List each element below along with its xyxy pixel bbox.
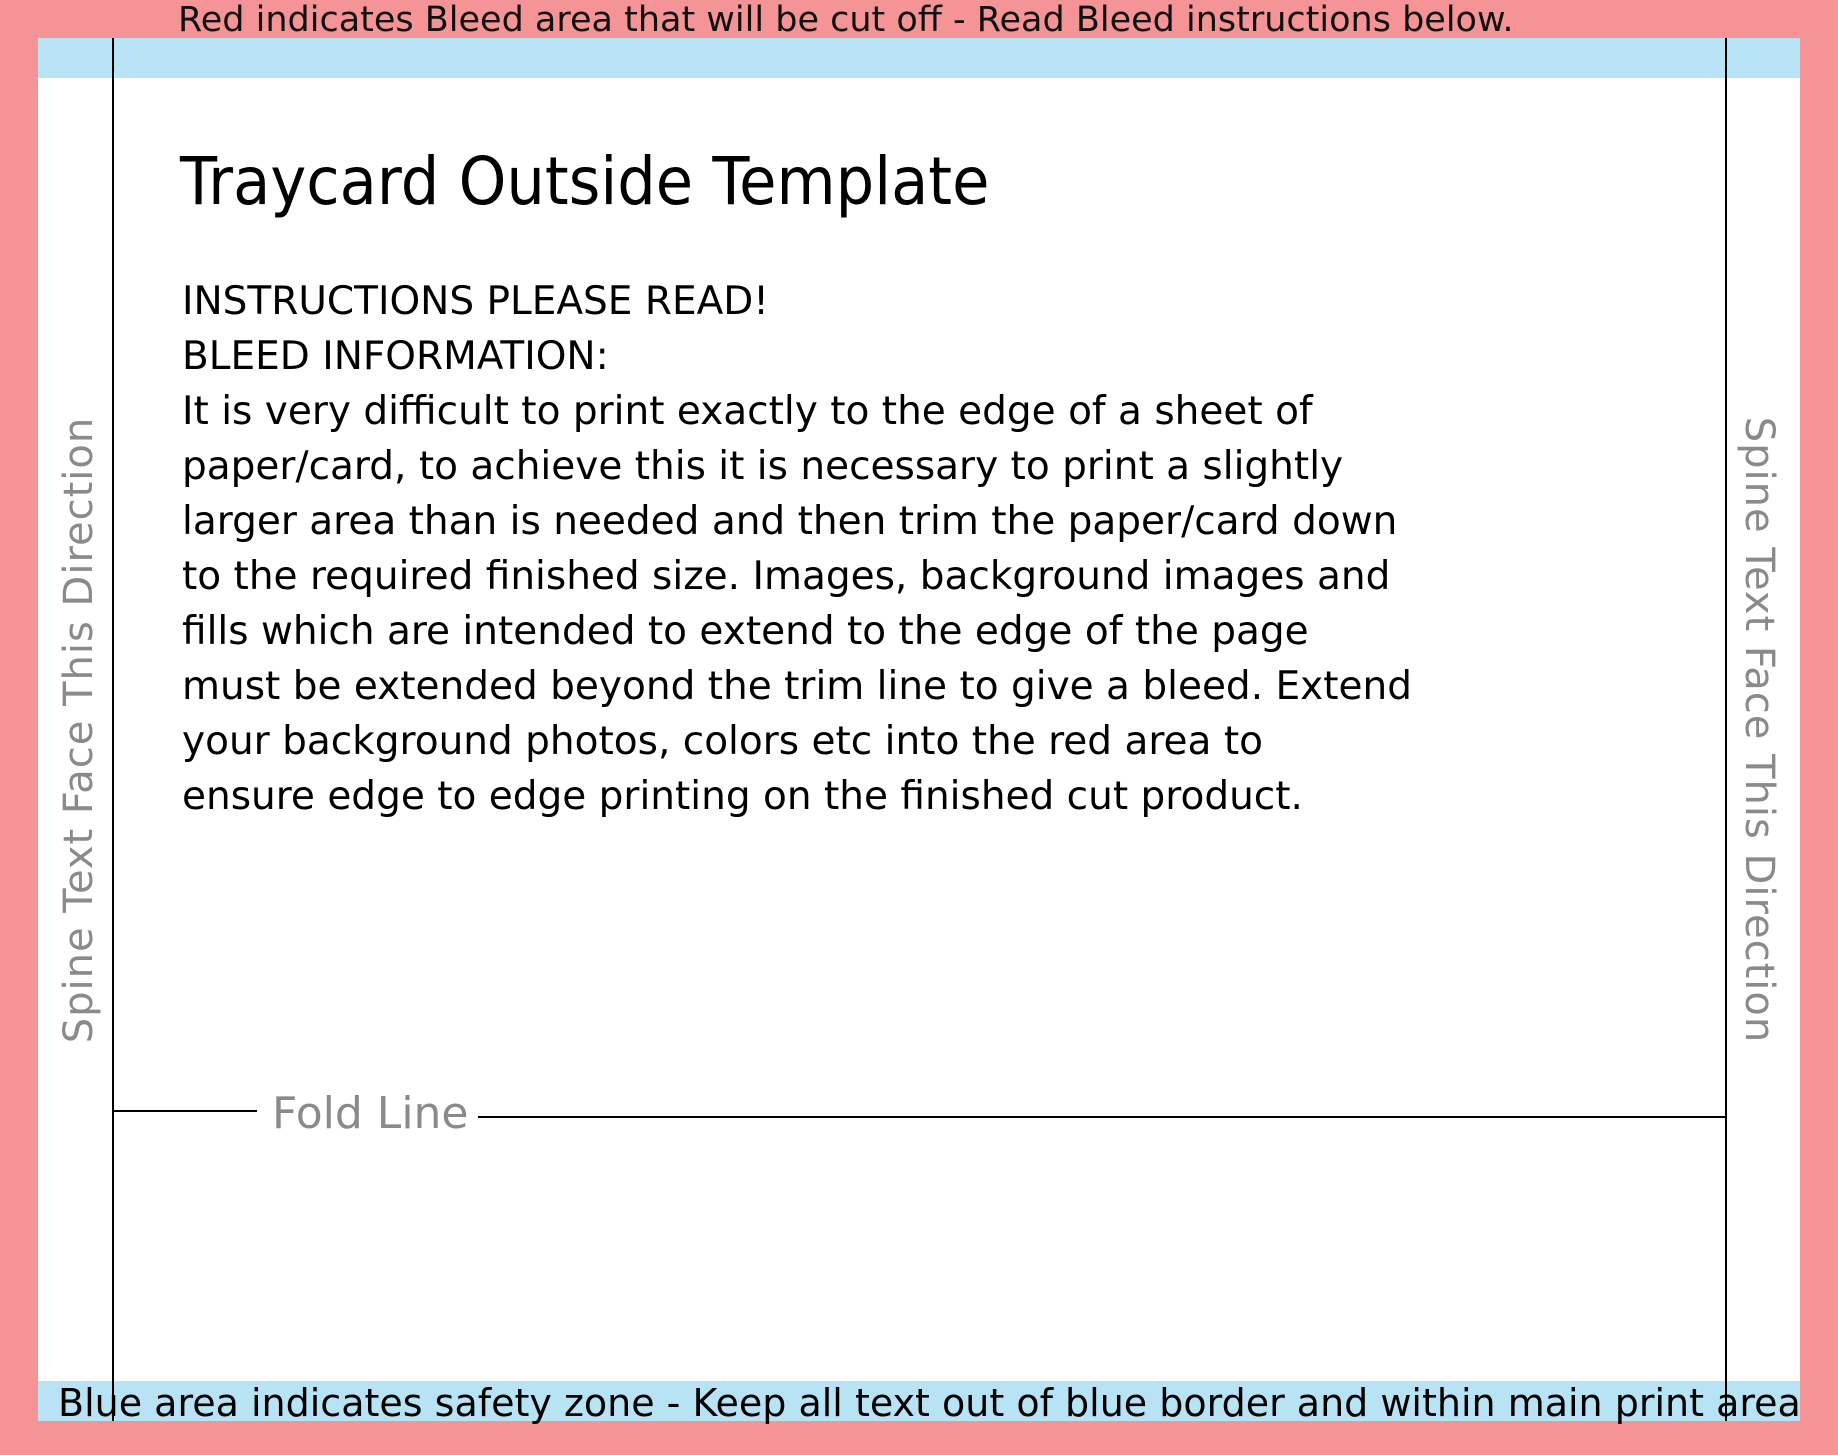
page-title: Traycard Outside Template: [180, 143, 990, 220]
instructions-line: larger area than is needed and then trim the paper/card down: [182, 499, 1398, 544]
instructions-line: your background photos, colors etc into the red area to: [182, 719, 1263, 764]
instructions-line: to the required finished size. Images, background images and: [182, 554, 1391, 599]
instructions-line: It is very difficult to print exactly to the edge of a sheet of: [182, 389, 1313, 434]
trim-line-right: [1725, 38, 1727, 1421]
safety-note: Blue area indicates safety zone - Keep all text out of blue border and within main print area: [58, 1381, 1801, 1425]
instructions-block: [182, 274, 1422, 824]
spine-text-left: Spine Text Face This Direction: [56, 416, 102, 1044]
instructions-heading: INSTRUCTIONS PLEASE READ!: [182, 279, 769, 324]
instructions-subheading: BLEED INFORMATION:: [182, 334, 609, 379]
fold-line-right-segment: [478, 1116, 1726, 1118]
spine-text-right: Spine Text Face This Direction: [1736, 416, 1782, 1044]
instructions-line: ensure edge to edge printing on the finished cut product.: [182, 774, 1303, 819]
instructions-line: must be extended beyond the trim line to give a bleed. Extend: [182, 664, 1412, 709]
fold-line-label: Fold Line: [272, 1088, 469, 1139]
fold-line-left-segment: [113, 1110, 257, 1112]
instructions-line: paper/card, to achieve this it is necessary to print a slightly: [182, 444, 1344, 489]
trim-line-left: [112, 38, 114, 1421]
bleed-note: Red indicates Bleed area that will be cut off - Read Bleed instructions below.: [178, 0, 1514, 40]
safety-zone-top: [38, 38, 1800, 78]
instructions-line: fills which are intended to extend to the edge of the page: [182, 609, 1309, 654]
